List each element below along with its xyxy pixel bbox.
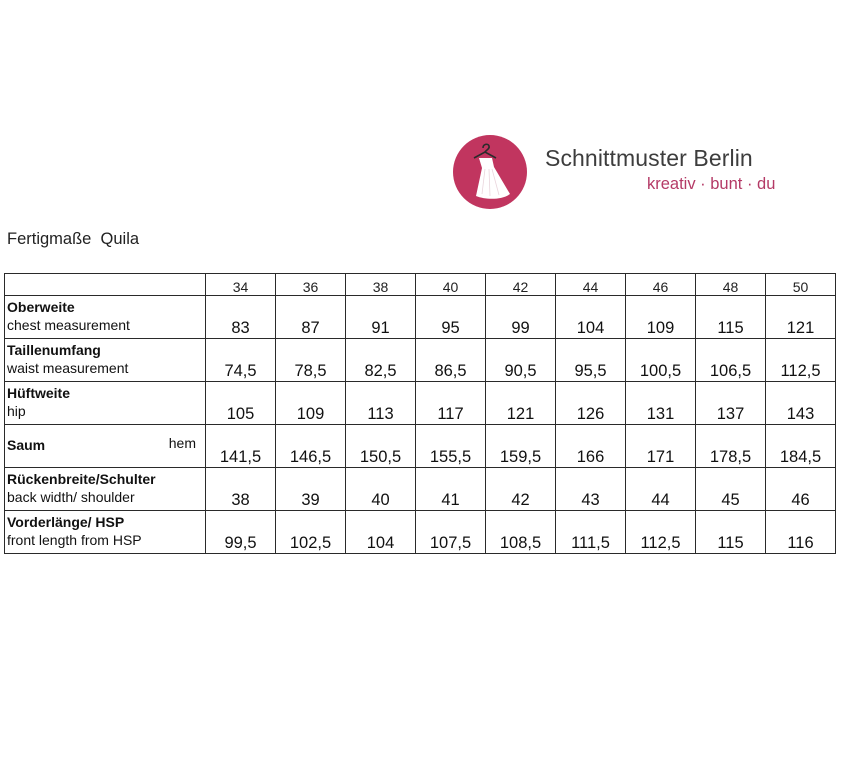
measurement-value: 102,5 (276, 511, 346, 554)
measurement-value: 178,5 (696, 425, 766, 468)
measurement-value: 90,5 (486, 339, 556, 382)
measurement-value: 121 (486, 382, 556, 425)
brand-name: Schnittmuster Berlin (545, 145, 753, 171)
table-row (5, 339, 836, 382)
size-header: 46 (626, 274, 696, 296)
measurement-value: 83 (206, 296, 276, 339)
measurement-value: 112,5 (766, 339, 836, 382)
header-corner-cell (5, 274, 206, 296)
measurement-value: 40 (346, 468, 416, 511)
row-label-english: hem (168, 435, 196, 451)
size-header: 42 (486, 274, 556, 296)
row-label-english: front length from HSP (7, 532, 142, 548)
table-row (5, 382, 836, 425)
measurement-value: 95,5 (556, 339, 626, 382)
measurement-value: 95 (416, 296, 486, 339)
row-label-german: Oberweite (7, 299, 75, 315)
row-label-german: Saum (7, 437, 46, 453)
row-label-english: waist measurement (7, 360, 129, 376)
measurement-value: 104 (346, 511, 416, 554)
row-label-english: back width/ shoulder (7, 489, 135, 505)
size-header: 38 (346, 274, 416, 296)
measurement-value: 115 (696, 511, 766, 554)
measurement-value: 91 (346, 296, 416, 339)
measurement-value: 43 (556, 468, 626, 511)
row-label-german: Vorderlänge/ HSP (7, 514, 125, 530)
measurement-value: 106,5 (696, 339, 766, 382)
size-header: 48 (696, 274, 766, 296)
brand-tagline: kreativ · bunt · du (647, 175, 776, 193)
table-row (5, 425, 836, 468)
row-label-cell (5, 468, 206, 511)
size-header: 50 (766, 274, 836, 296)
measurement-value: 143 (766, 382, 836, 425)
size-header: 34 (206, 274, 276, 296)
measurement-value: 141,5 (206, 425, 276, 468)
measurement-value: 42 (486, 468, 556, 511)
measurement-value: 116 (766, 511, 836, 554)
measurement-value: 150,5 (346, 425, 416, 468)
measurement-value: 126 (556, 382, 626, 425)
row-label-cell (5, 339, 206, 382)
measurement-value: 74,5 (206, 339, 276, 382)
measurement-value: 146,5 (276, 425, 346, 468)
measurement-value: 113 (346, 382, 416, 425)
measurement-value: 131 (626, 382, 696, 425)
row-label-english: chest measurement (7, 317, 130, 333)
row-label-german: Rückenbreite/Schulter (7, 471, 156, 487)
measurement-value: 44 (626, 468, 696, 511)
measurement-value: 155,5 (416, 425, 486, 468)
measurement-value: 109 (276, 382, 346, 425)
measurement-value: 184,5 (766, 425, 836, 468)
measurement-value: 121 (766, 296, 836, 339)
measurement-value: 111,5 (556, 511, 626, 554)
measurement-value: 87 (276, 296, 346, 339)
measurement-value: 117 (416, 382, 486, 425)
table-row (5, 468, 836, 511)
measurement-value: 159,5 (486, 425, 556, 468)
measurement-value: 99 (486, 296, 556, 339)
table-row (5, 511, 836, 554)
row-label-german: Taillenumfang (7, 342, 101, 358)
measurement-value: 109 (626, 296, 696, 339)
page-title: Fertigmaße Quila (7, 230, 140, 248)
brand-logo (452, 134, 812, 212)
measurement-value: 108,5 (486, 511, 556, 554)
size-header: 44 (556, 274, 626, 296)
measurement-value: 39 (276, 468, 346, 511)
measurement-value: 78,5 (276, 339, 346, 382)
measurement-value: 45 (696, 468, 766, 511)
measurement-value: 86,5 (416, 339, 486, 382)
measurement-value: 166 (556, 425, 626, 468)
measurement-value: 38 (206, 468, 276, 511)
row-label-cell (5, 382, 206, 425)
table-row (5, 296, 836, 339)
measurement-table (4, 273, 836, 554)
size-header: 40 (416, 274, 486, 296)
table-header-row (5, 274, 836, 296)
dress-on-hanger-icon (452, 134, 528, 210)
size-header: 36 (276, 274, 346, 296)
measurement-value: 99,5 (206, 511, 276, 554)
row-label-cell (5, 425, 206, 468)
measurement-value: 46 (766, 468, 836, 511)
measurement-value: 105 (206, 382, 276, 425)
measurement-value: 104 (556, 296, 626, 339)
measurement-value: 171 (626, 425, 696, 468)
measurement-value: 112,5 (626, 511, 696, 554)
measurement-value: 107,5 (416, 511, 486, 554)
row-label-cell (5, 511, 206, 554)
row-label-german: Hüftweite (7, 385, 70, 401)
measurement-value: 137 (696, 382, 766, 425)
measurement-value: 41 (416, 468, 486, 511)
measurement-value: 82,5 (346, 339, 416, 382)
measurement-value: 100,5 (626, 339, 696, 382)
measurement-value: 115 (696, 296, 766, 339)
row-label-cell (5, 296, 206, 339)
row-label-english: hip (7, 403, 26, 419)
